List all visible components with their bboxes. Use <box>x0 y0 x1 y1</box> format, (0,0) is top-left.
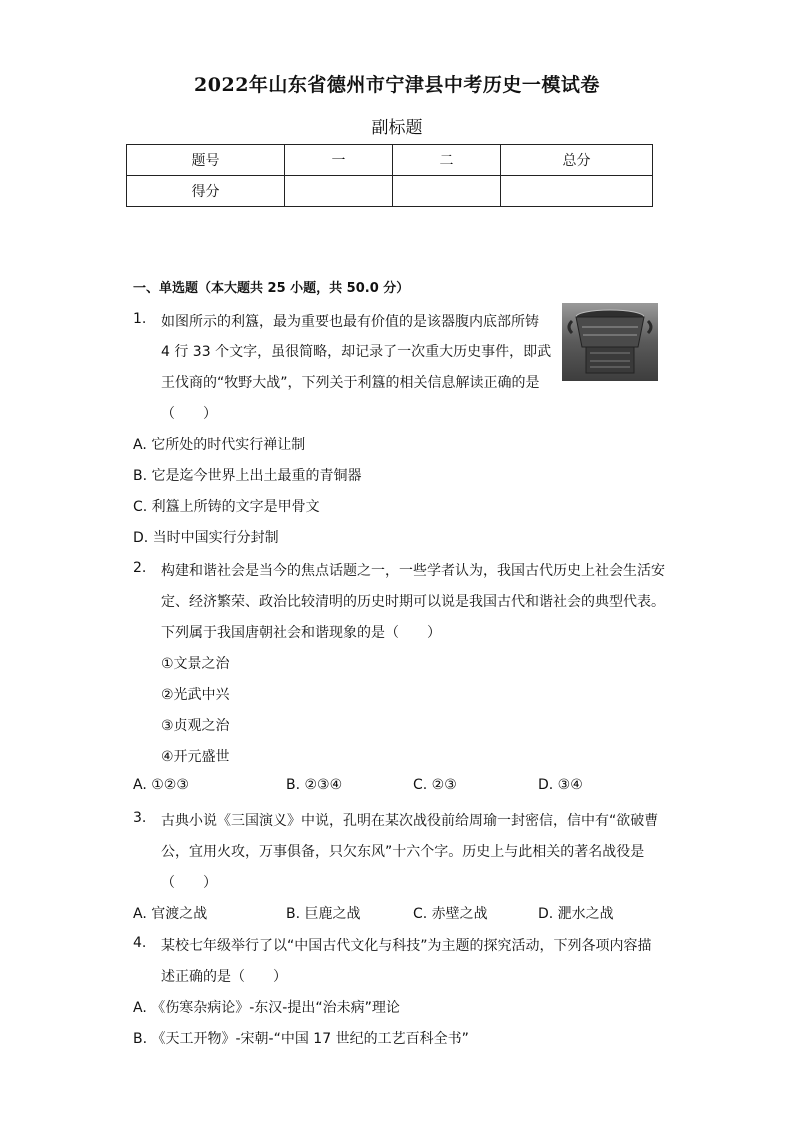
question-line: （ ） <box>161 406 217 422</box>
question-line: 如图所示的利簋，最为重要也最有价值的是该器腹内底部所铸 <box>161 314 539 330</box>
table-cell: 得分 <box>127 176 285 207</box>
option-b[interactable]: B. 《天工开物》-宋朝-“中国 17 世纪的工艺百科全书” <box>133 1031 469 1047</box>
table-cell: 题号 <box>127 145 285 176</box>
option-a[interactable]: A. ①②③ <box>133 777 189 793</box>
option-d[interactable]: D. ③④ <box>538 777 583 793</box>
question-line: 王伐商的“牧野大战”，下列关于利簋的相关信息解读正确的是 <box>161 375 540 391</box>
table-cell[interactable] <box>285 176 393 207</box>
option-a[interactable]: A. 它所处的时代实行禅让制 <box>133 437 306 453</box>
question-line: ②光武中兴 <box>161 687 230 703</box>
question-number: 3. <box>133 810 147 826</box>
table-row <box>127 145 653 176</box>
option-a[interactable]: A. 《伤寒杂病论》-东汉-提出“治未病”理论 <box>133 1000 400 1016</box>
option-c[interactable]: C. 利簋上所铸的文字是甲骨文 <box>133 499 320 515</box>
question-number: 4. <box>133 935 147 951</box>
question-line: 某校七年级举行了以“中国古代文化与科技”为主题的探究活动，下列各项内容描 <box>161 938 652 954</box>
table-cell: 总分 <box>501 145 653 176</box>
question-line: 定、经济繁荣、政治比较清明的历史时期可以说是我国古代和谐社会的典型代表。 <box>161 594 665 610</box>
question-line: 公，宜用火攻，万事俱备，只欠东风”十六个字。历史上与此相关的著名战役是 <box>161 844 645 860</box>
question-line: ③贞观之治 <box>161 718 230 734</box>
question-line: 4 行 33 个文字，虽很简略，却记录了一次重大历史事件，即武 <box>161 344 552 360</box>
page-subtitle: 副标题 <box>371 118 423 138</box>
option-d[interactable]: D. 当时中国实行分封制 <box>133 530 279 546</box>
question-line: 构建和谐社会是当今的焦点话题之一，一些学者认为，我国古代历史上社会生活安 <box>161 563 665 579</box>
option-c[interactable]: C. ②③ <box>413 777 457 793</box>
option-a[interactable]: A. 官渡之战 <box>133 906 208 922</box>
question-number: 2. <box>133 560 147 576</box>
table-cell[interactable] <box>393 176 501 207</box>
page-title: 2022年山东省德州市宁津县中考历史一模试卷 <box>194 74 600 96</box>
question-line: （ ） <box>161 875 217 891</box>
question-line: 下列属于我国唐朝社会和谐现象的是（ ） <box>161 625 441 641</box>
question-number: 1. <box>133 311 147 327</box>
question-line: ①文景之治 <box>161 656 230 672</box>
section-heading: 一、单选题（本大题共 25 小题，共 50.0 分） <box>133 281 410 296</box>
option-d[interactable]: D. 淝水之战 <box>538 906 614 922</box>
score-table <box>126 144 653 207</box>
bronze-vessel-photo <box>562 303 658 381</box>
table-cell[interactable] <box>501 176 653 207</box>
option-b[interactable]: B. 它是迄今世界上出土最重的青铜器 <box>133 468 362 484</box>
table-cell: 二 <box>393 145 501 176</box>
option-c[interactable]: C. 赤壁之战 <box>413 906 488 922</box>
question-line: ④开元盛世 <box>161 749 230 765</box>
question-line: 述正确的是（ ） <box>161 969 287 985</box>
option-b[interactable]: B. 巨鹿之战 <box>286 906 361 922</box>
table-cell: 一 <box>285 145 393 176</box>
table-row <box>127 176 653 207</box>
question-line: 古典小说《三国演义》中说，孔明在某次战役前给周瑜一封密信，信中有“欲破曹 <box>161 813 659 829</box>
option-b[interactable]: B. ②③④ <box>286 777 343 793</box>
